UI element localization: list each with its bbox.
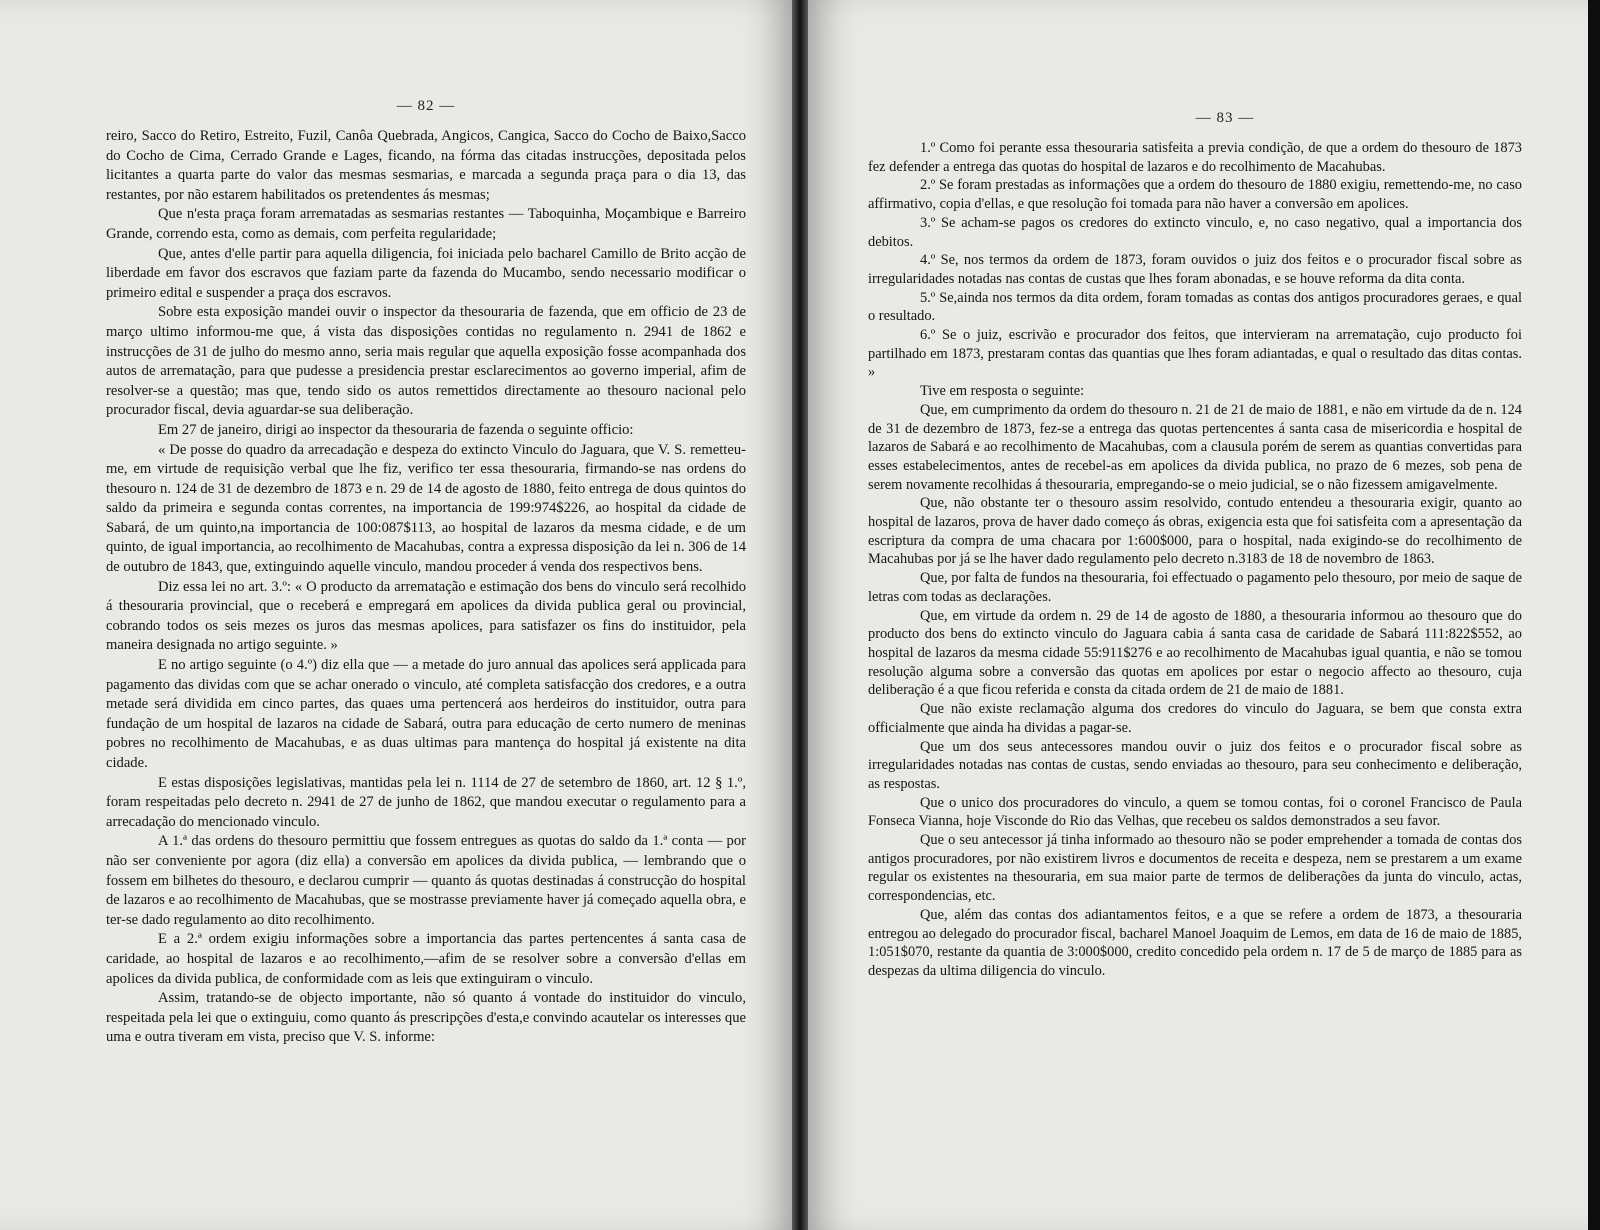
- left-paragraph-9: E estas disposições legislativas, mantidas pela lei n. 1114 de 27 de setembro de 1860, art. 12 § 1.º, foram respeitadas pelo decreto n. 2941 de 27 de junho de 1862, que mandou executar o regulamento para a arrecadação do mencionado vinculo.: [106, 774, 746, 830]
- right-paragraph-8: Que, em cumprimento da ordem do thesouro n. 21 de 21 de maio de 1881, e não em virtude da de n. 124 de 31 de dezembro de 1873, fez-se a entrega das quotas pertencentes á santa casa de misericordia e hospital de lazaros de Sabará e ao recolhimento de Macahubas, com a clausula porém de serem as quantias convertidas para esses estabelecimentos, antes de recebel-as em apolices da divida publica, no prazo de 6 mezes, sob pena de serem novamente recolhidas á thesouraria, empregando-se o meio judicial, se o não fizessem amigavelmente.: [868, 401, 1522, 493]
- left-paragraph-5: Em 27 de janeiro, dirigi ao inspector da thesouraria de fazenda o seguinte officio:: [158, 421, 634, 438]
- left-page-number: — 82 —: [396, 98, 456, 114]
- right-paragraph-16: Que, além das contas dos adiantamentos feitos, e a que se refere a ordem de 1873, a thesouraria entregou ao delegado do procurador fiscal, bacharel Manoel Joaquim de Lemos, em data de 16 de maio de 1885, 1:051$070, restante da quantia de 3:000$000, credito concedido pela ordem n. 17 de 5 de março de 1885 para as despezas da ultima diligencia do vinculo.: [868, 906, 1522, 979]
- left-paragraph-3: Que, antes d'elle partir para aquella diligencia, foi iniciada pelo bacharel Camillo de Brito acção de liberdade em favor dos escravos que faziam parte da fazenda do Mucambo, sendo necessario modificar o primeiro edital e suspender a praça dos escravos.: [106, 245, 746, 301]
- right-paragraph-7: Tive em resposta o seguinte:: [920, 383, 1085, 400]
- right-paragraph-15: Que o seu antecessor já tinha informado ao thesouro não se poder emprehender a tomada de contas dos antigos procuradores, por não existirem livros e documentos de receita e despeza, nem se prestarem a um exame regular os existentes na thesouraria, em sua maior parte de termos de deliberações da junta do vinculo, actas, correspondencias, etc.: [868, 832, 1522, 905]
- left-paragraph-2: Que n'esta praça foram arrematadas as sesmarias restantes — Taboquinha, Moçambique e Barreiro Grande, correndo esta, como as demais, com perfeita regularidade;: [106, 206, 746, 242]
- left-paragraph-4: Sobre esta exposição mandei ouvir o inspector da thesouraria de fazenda, que em officio de 23 de março ultimo informou-me que, á vista das disposições contidas no regulamento n. 2941 de 1862 e instrucções de 31 de julho do mesmo anno, seria mais regular que aquella exposição fosse acompanhada dos autos de arrematação, para que pudesse a presidencia prestar esclarecimentos ao governo imperial, afim de resolver-se a questão; mas que, tendo sido os autos remettidos directamente ao thesouro nacional pelo procurador fiscal, devia aguardar-se sua deliberação.: [106, 304, 746, 419]
- left-paragraph-12: Assim, tratando-se de objecto importante, não só quanto á vontade do instituidor do vinculo, respeitada pela lei que o extinguiu, como quanto ás prescripções d'esta,e convindo acautelar os interesses que uma e outra tiveram em vista, preciso que V. S. informe:: [106, 990, 746, 1046]
- right-paragraph-11: Que, em virtude da ordem n. 29 de 14 de agosto de 1880, a thesouraria informou ao thesouro que do producto dos bens do extincto vinculo do Jaguara cabia á santa casa de caridade de Sabará 111:822$552, ao hospital de lazaros da mesma cidade 55:911$276 e ao recolhimento de Macahubas igual quantia, e não se tomou resolução alguma sobre a conversão das quotas em apolices por estar o negocio affecto ao thesouro, cuja deliberação é a que ficou referida e consta da citada ordem de 21 de maio de 1881.: [868, 607, 1522, 699]
- right-paragraph-9: Que, não obstante ter o thesouro assim resolvido, contudo entendeu a thesouraria exigir, quanto ao hospital de lazaros, prova de haver dado começo ás obras, exigencia esta que foi satisfeita com a apresentação da escriptura da compra de uma chacara por 1:600$000, para o hospital, nada exigindo-se do recolhimento de Macahubas por já se lhe haver dado regulamento pelo decreto n.3183 de 18 de novembro de 1863.: [868, 495, 1522, 568]
- left-paragraph-1: reiro, Sacco do Retiro, Estreito, Fuzil, Canôa Quebrada, Angicos, Cangica, Sacco do Cocho de Baixo,Sacco do Cocho de Cima, Cerrado Grande e Lages, ficando, na fórma das citadas instrucções, depositada pelos licitantes a quarta parte do valor das mesmas sesmarias, e marcada a segunda praça para o dia 13, das restantes, por não estarem habilitados os pretendentes ás mesmas;: [106, 128, 746, 203]
- right-paragraph-4: 4.º Se, nos termos da ordem de 1873, foram ouvidos o juiz dos feitos e o procurador fiscal sobre as irregularidades notadas nas contas de custas que lhes foram abonadas, e se houve reforma da dita conta.: [868, 252, 1522, 287]
- left-paragraph-8: E no artigo seguinte (o 4.º) diz ella que — a metade do juro annual das apolices será applicada para pagamento das dividas com que se achar onerado o vinculo, até completa satisfacção dos credores, e a outra metade será dividida em cinco partes, das quaes uma pertencerá aos herdeiros do instituidor, outra para fundação de um hospital de lazaros na cidade de Sabará, outra para educação de certo numero de meninas pobres no recolhimento de Macahubas, e as duas ultimas para mantença do hospital já existente na dita cidade.: [106, 657, 746, 771]
- right-page: [808, 0, 1588, 1230]
- right-paragraph-1: 1.º Como foi perante essa thesouraria satisfeita a previa condição, de que a ordem do thesouro de 1873 fez defender a entrega das quotas do hospital de lazaros e do recolhimento de Macahubas.: [868, 140, 1522, 175]
- right-paragraph-5: 5.º Se,ainda nos termos da dita ordem, foram tomadas as contas dos antigos procuradores geraes, e qual o resultado.: [868, 289, 1522, 325]
- left-page: [0, 0, 792, 1230]
- right-paragraph-2: 2.º Se foram prestadas as informações que a ordem do thesouro de 1880 exigiu, remettendo-me, no caso affirmativo, copia d'ellas, e que resolução foi tomada para não haver a conversão em apolices.: [868, 177, 1522, 213]
- book-gutter: [792, 0, 808, 1230]
- right-paragraph-3: 3.º Se acham-se pagos os credores do extincto vinculo, e, no caso negativo, qual a importancia dos debitos.: [868, 214, 1522, 250]
- right-paragraph-12: Que não existe reclamação alguma dos credores do vinculo do Jaguara, se bem que consta extra officialmente que ainda ha dividas a pagar-se.: [868, 701, 1522, 736]
- right-paragraph-13: Que um dos seus antecessores mandou ouvir o juiz dos feitos e o procurador fiscal sobre as irregularidades notadas nas contas de custas, sendo enviadas ao thesouro, para seu conhecimento e deliberação, as respostas.: [868, 738, 1522, 792]
- right-paragraph-14: Que o unico dos procuradores do vinculo, a quem se tomou contas, foi o coronel Francisco de Paula Fonseca Vianna, hoje Visconde do Rio das Velhas, que recebeu os saldos demonstrados a seu favor.: [868, 794, 1522, 830]
- left-paragraph-11: E a 2.ª ordem exigiu informações sobre a importancia das partes pertencentes á santa casa de caridade, ao hospital de lazaros e ao recolhimento,—afim de se resolver sobre a conversão d'ellas em apolices da divida publica, de conformidade com as leis que extinguiram o vinculo.: [106, 931, 746, 987]
- left-paragraph-7: Diz essa lei no art. 3.º: « O producto da arrematação e estimação dos bens do vinculo será recolhido á thesouraria provincial, que o receberá e empregará em apolices da divida publica geral ou provincial, cobrando todos os seis mezes os juros das mesmas apolices, para satisfazer os fins do instituidor, pela maneira designada no artigo seguinte. »: [106, 578, 746, 654]
- left-paragraph-6: « De posse do quadro da arrecadação e despeza do extincto Vinculo do Jaguara, que V. S. remetteu-me, em virtude de requisição verbal que lhe fiz, verifico ter essa thesouraria, firmando-se nas ordens do thesouro n. 124 de 31 de dezembro de 1873 e n. 29 de 14 de agosto de 1880, feito entrega de dous quintos do saldo da primeira e segunda contas correntes, na importancia de 199:974$226, ao hospital da cidade de Sabará, de um quinto,na importancia de 100:087$113, ao hospital de lazaros da mesma cidade, e de um quinto, de igual importancia, ao recolhimento de Macahubas, contra a expressa disposição da lei n. 306 de 14 de outubro de 1843, que, extinguindo aquelle vinculo, mandou proceder á venda dos respectivos bens.: [106, 441, 746, 576]
- scan-edge: [1588, 0, 1600, 1230]
- right-page-number: — 83 —: [1195, 110, 1255, 126]
- right-paragraph-10: Que, por falta de fundos na thesouraria, foi effectuado o pagamento pelo thesouro, por meio de saque de letras com todas as declarações.: [868, 570, 1522, 605]
- right-paragraph-6: 6.º Se o juiz, escrivão e procurador dos feitos, que intervieram na arrematação, cujo producto foi partilhado em 1873, prestaram contas das quantias que lhes foram adiantadas, e qual o resultado das ditas contas. »: [868, 327, 1522, 381]
- left-paragraph-10: A 1.ª das ordens do thesouro permittiu que fossem entregues as quotas do saldo da 1.ª conta — por não ser conveniente por agora (diz ella) a conversão em apolices da divida publica, — lembrando que o fossem em bilhetes do thesouro, e declarou cumprir — quanto ás quotas destinadas á construcção do hospital de lazaros e ao recolhimento de Macahubas, que se mostrasse previamente haver já começado aquella obra, e ter-se dado regulamento ao dito recolhimento.: [106, 833, 746, 928]
